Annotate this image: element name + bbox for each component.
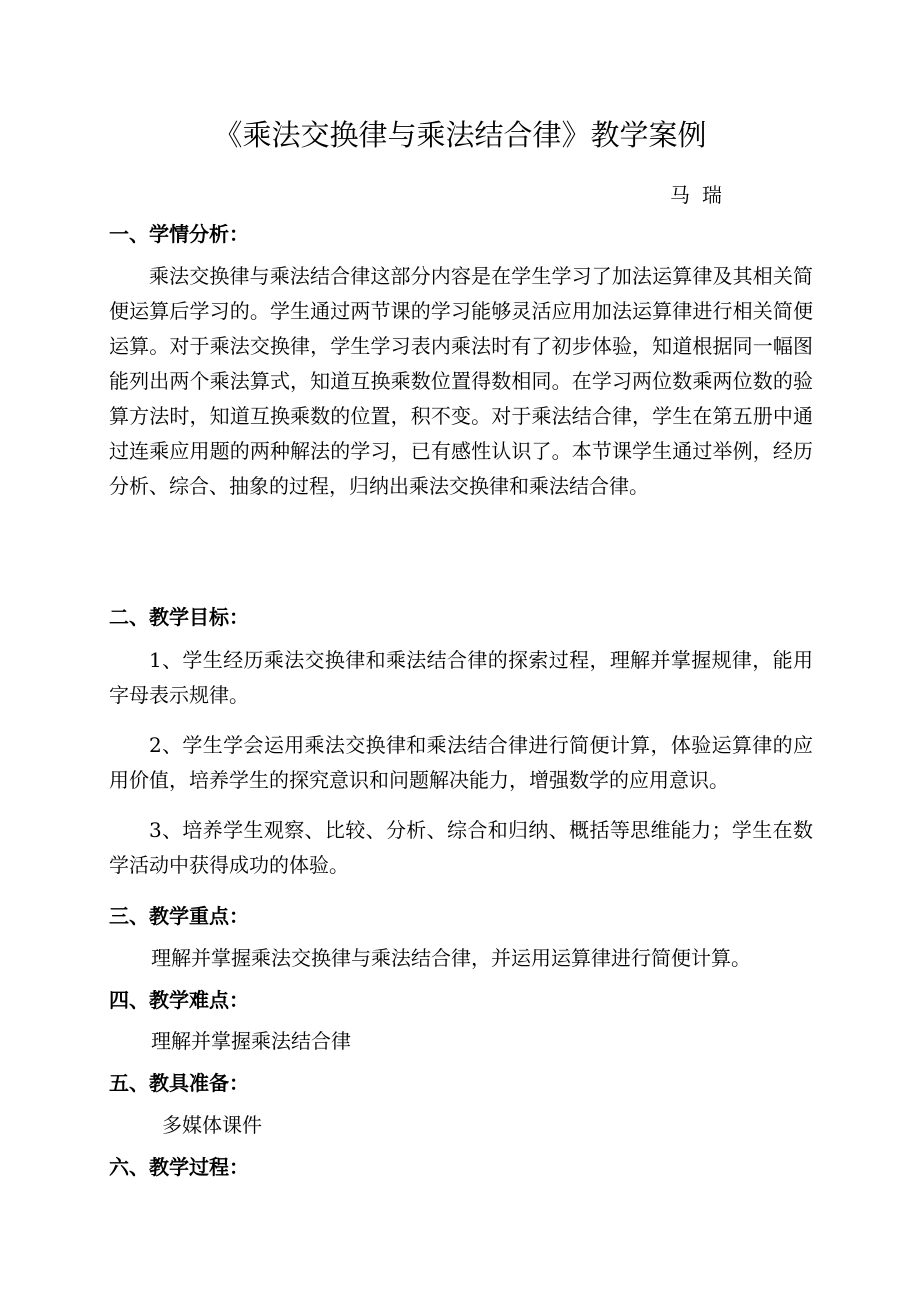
goal-item-3: 3、培养学生观察、比较、分析、综合和归纳、概括等思维能力；学生在数学活动中获得成功的体验。 xyxy=(109,818,813,877)
section-heading-goals: 二、教学目标： xyxy=(109,605,249,629)
goal-item-1: 1、学生经历乘法交换律和乘法结合律的探索过程，理解并掌握规律，能用字母表示规律。 xyxy=(109,648,813,707)
materials-text: 多媒体课件 xyxy=(162,1113,262,1137)
goal-item-2: 2、学生学会运用乘法交换律和乘法结合律进行简便计算，体验运算律的应用价值，培养学生的探究意识和问题解决能力，增强数学的应用意识。 xyxy=(109,733,813,792)
section-heading-process: 六、教学过程： xyxy=(109,1155,249,1179)
author-name: 马瑞 xyxy=(670,183,734,207)
analysis-paragraph: 乘法交换律与乘法结合律这部分内容是在学生学习了加法运算律及其相关简便运算后学习的。学生通过两节课的学习能够灵活应用加法运算律进行相关简便运算。对于乘法交换律，学生学习表内乘法时有了初步体验，知道根据同一幅图能列出两个乘法算式，知道互换乘数位置得数相同。在学习两位数乘两位数的验算方法时，知道互换乘数的位置，积不变。对于乘法结合律，学生在第五册中通过连乘应用题的两种解法的学习，已有感性认识了。本节课学生通过举例，经历分析、综合、抽象的过程，归纳出乘法交换律和乘法结合律。 xyxy=(109,264,813,498)
section-heading-key-points: 三、教学重点： xyxy=(109,904,249,928)
section-heading-materials: 五、教具准备： xyxy=(109,1071,249,1095)
section-heading-analysis: 一、学情分析： xyxy=(109,222,249,246)
key-points-text: 理解并掌握乘法交换律与乘法结合律，并运用运算律进行简便计算。 xyxy=(151,946,751,970)
document-title: 《乘法交换律与乘法结合律》教学案例 xyxy=(213,118,707,152)
section-heading-difficulties: 四、教学难点： xyxy=(109,988,249,1012)
difficulties-text: 理解并掌握乘法结合律 xyxy=(151,1029,351,1053)
